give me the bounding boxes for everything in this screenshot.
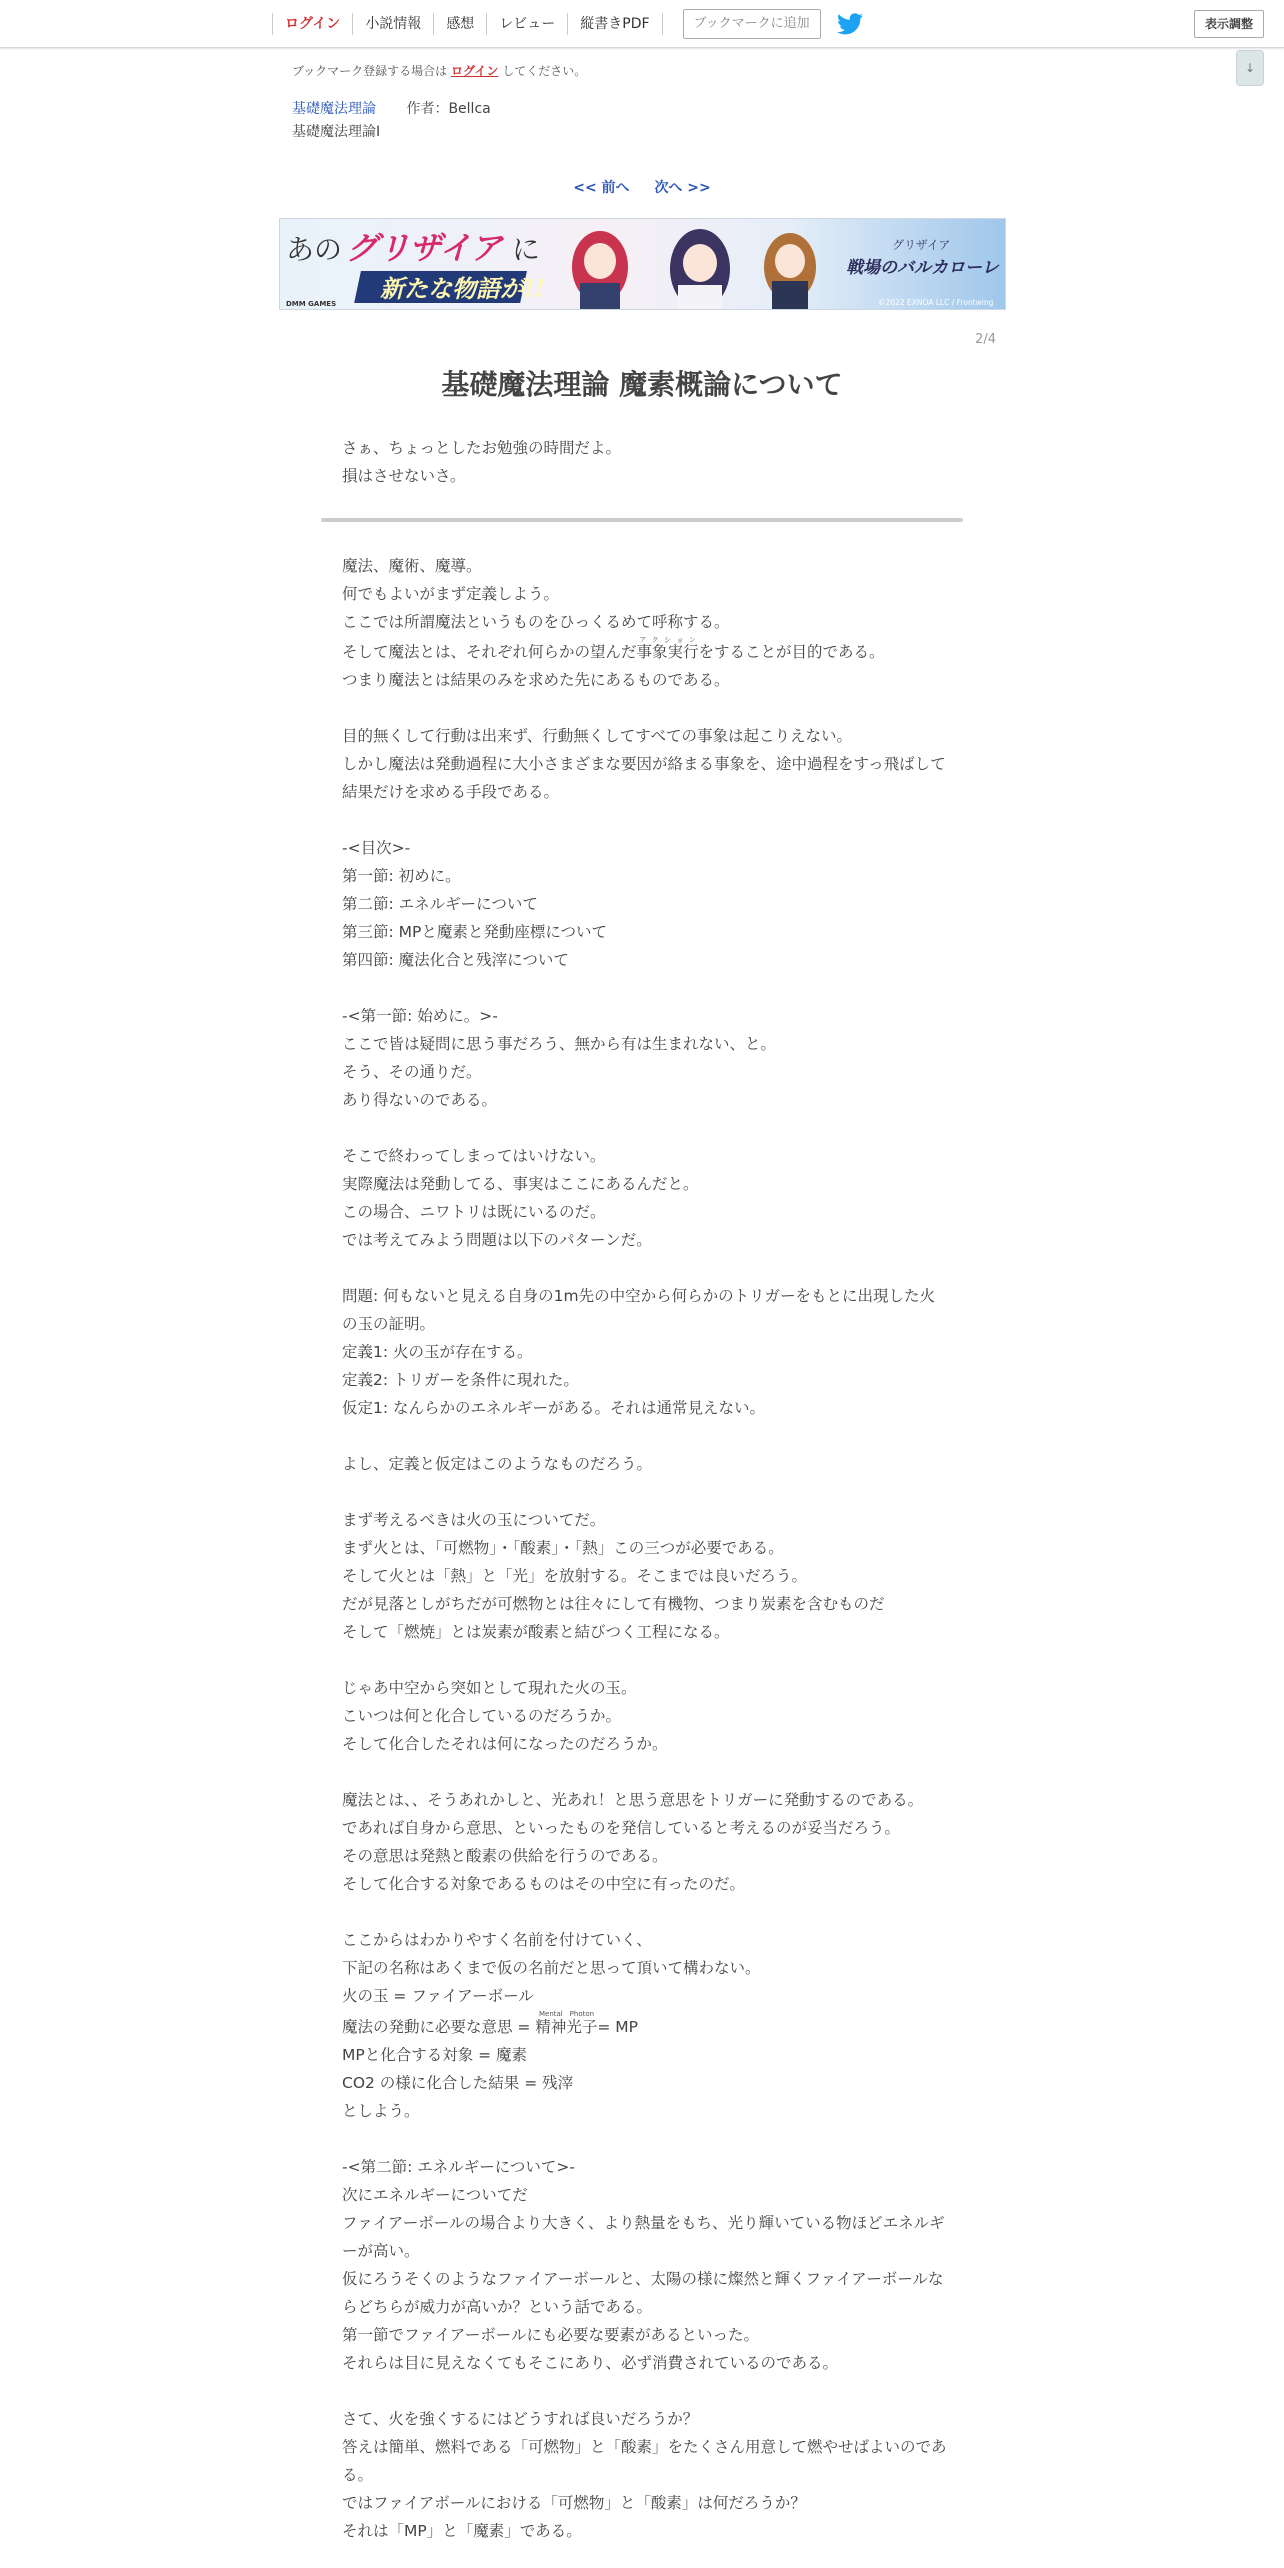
bookmark-login-note <box>292 62 586 79</box>
body-text: 魔法の発動に必要な意思 = <box>342 2018 536 2036</box>
next-chapter-link[interactable]: 次へ >> <box>654 180 711 196</box>
body-line: 魔法、魔術、魔導。 <box>342 557 482 575</box>
body-line <box>342 1898 950 1926</box>
banner-maker: DMM GAMES <box>286 300 337 308</box>
body-line: よし、定義と仮定はこのようなものだろう。 <box>342 1455 653 1473</box>
body-line: まず火とは、「可燃物」・「酸素」・「熱」この三つが必要である。 <box>342 1539 784 1557</box>
nav-login-link[interactable]: ログイン <box>272 13 352 35</box>
ad-banner[interactable] <box>279 218 1006 310</box>
ruby-mental: 精神Mental <box>535 2010 567 2036</box>
body-line: -<第二節: エネルギーについて>- <box>342 2158 576 2176</box>
body-line: しかし魔法は発動過程に大小さまざまな要因が絡まる事象を、途中過程をすっ飛ばして結果だけを求める手段である。 <box>342 755 946 801</box>
display-settings-button[interactable]: 表示調整 <box>1194 10 1264 38</box>
body-line <box>342 974 950 1002</box>
body-line: 魔法とは、、そうあれかしと、光あれ！と思う意思をトリガーに発動するのである。 <box>342 1791 924 1809</box>
nav-review-link[interactable]: レビュー <box>486 13 567 35</box>
body-line: 第四節: 魔法化合と残滓について <box>342 951 569 969</box>
body-line <box>342 1422 950 1450</box>
body-line: あり得ないのである。 <box>342 1091 498 1109</box>
body-line: そして化合したそれは何になったのだろうか。 <box>342 1735 668 1753</box>
body-line: 何でもよいがまず定義しよう。 <box>342 585 560 603</box>
banner-text-grisaia: グリザイア <box>346 229 503 267</box>
banner-text-new-story: 新たな物語が!! <box>380 274 546 303</box>
nav-novel-info-link[interactable]: 小説情報 <box>352 13 433 35</box>
body-line: ではファイアボールにおける「可燃物」と「酸素」は何だろうか？ <box>342 2494 806 2512</box>
body-line: それらは目に見えなくてもそこにあり、必ず消費されているのである。 <box>342 2354 839 2372</box>
body-line: 定義2: トリガーを条件に現れた。 <box>342 1371 579 1389</box>
body-line: CO2 の様に化合した結果 = 残滓 <box>342 2074 574 2092</box>
body-line: その意思は発熱と酸素の供給を行うのである。 <box>342 1847 668 1865</box>
body-line: そう、その通りだ。 <box>342 1063 482 1081</box>
add-bookmark-button[interactable]: ブックマークに追加 <box>683 9 821 39</box>
body-line: -<目次>- <box>342 839 411 857</box>
body-line <box>342 2010 950 2041</box>
body-line: 下記の名称はあくまで仮の名前だと思って頂いて構わない。 <box>342 1959 761 1977</box>
login-note-link[interactable]: ログイン <box>451 64 499 78</box>
body-line: じゃあ中空から突如として現れた火の玉。 <box>342 1679 637 1697</box>
body-line: 第三節: MPと魔素と発動座標について <box>342 923 608 941</box>
body-text: をすることが目的である。 <box>698 643 885 661</box>
body-line: だが見落としがちだが可燃物とは往々にして有機物、つまり炭素を含むものだ <box>342 1595 885 1613</box>
page-count: 2/4 <box>975 332 996 347</box>
body-line: 第一節: 初めに。 <box>342 867 461 885</box>
body-line: 答えは簡単、燃料である「可燃物」と「酸素」をたくさん用意して燃やせばよいのである。 <box>342 2438 947 2484</box>
banner-logo-main: 戦場のバルカローレ <box>846 258 999 278</box>
body-line: つまり魔法とは結果のみを求めた先にあるものである。 <box>342 671 730 689</box>
body-line: MPと化合する対象 = 魔素 <box>342 2046 528 2064</box>
body-line: 仮定1: なんらかのエネルギーがある。それは通常見えない。 <box>342 1399 766 1417</box>
body-line <box>342 1758 950 1786</box>
banner-logo-small: グリザイア <box>892 238 951 252</box>
body-line: ここからはわかりやすく名前を付けていく、 <box>342 1931 652 1949</box>
body-line <box>342 1646 950 1674</box>
body-line <box>342 636 950 666</box>
chapter-preface <box>342 434 942 490</box>
author-name: 作者：Bellca <box>406 101 491 117</box>
ruby-photon: 光子Photon <box>566 2010 598 2036</box>
series-title-link[interactable]: 基礎魔法理論 <box>292 101 376 117</box>
body-line: 定義1: 火の玉が存在する。 <box>342 1343 533 1361</box>
body-line <box>342 694 950 722</box>
preface-line: 損はさせないさ。 <box>342 467 466 485</box>
body-line: であれば自身から意思、といったものを発信していると考えるのが妥当だろう。 <box>342 1819 901 1837</box>
body-line: 目的無くして行動は出来ず、行動無くしてすべての事象は起こりえない。 <box>342 727 852 745</box>
login-note-after: してください。 <box>502 64 587 78</box>
body-line <box>342 2125 950 2153</box>
body-line: 第一節でファイアーボールにも必要な要素があるといった。 <box>342 2326 759 2344</box>
nav-vertical-pdf-link[interactable]: 縦書きPDF <box>567 13 662 35</box>
scroll-down-icon[interactable]: ↓ <box>1236 50 1264 86</box>
body-line: そして「燃焼」とは炭素が酸素と結びつく工程になる。 <box>342 1623 730 1641</box>
banner-copyright: ©2022 EXNOA LLC / Frontwing <box>878 298 994 307</box>
body-line: -<第一節: 始めに。>- <box>342 1007 498 1025</box>
login-note-before: ブックマーク登録する場合は <box>292 64 448 78</box>
body-line: ここでは所謂魔法というものをひっくるめて呼称する。 <box>342 613 730 631</box>
body-line: まず考えるべきは火の玉についてだ。 <box>342 1511 606 1529</box>
body-line: ファイアーボールの場合より大きく、より熱量をもち、光り輝いている物ほどエネルギーが高い。 <box>342 2214 945 2260</box>
body-line: そこで終わってしまってはいけない。 <box>342 1147 606 1165</box>
body-line: さて、火を強くするにはどうすれば良いだろうか？ <box>342 2410 699 2428</box>
series-row <box>292 98 491 118</box>
body-line: 火の玉 = ファイアーボール <box>342 1987 534 2005</box>
chapter-body <box>342 552 950 2545</box>
nav-menu <box>272 0 863 48</box>
body-line <box>342 1114 950 1142</box>
character-2 <box>670 229 730 310</box>
nav-impressions-link[interactable]: 感想 <box>433 13 486 35</box>
body-line <box>342 1254 950 1282</box>
body-line: 問題: 何もないと見える自身の1m先の中空から何らかのトリガーをもとに出現した火の玉の証明。 <box>342 1287 935 1333</box>
body-line <box>342 806 950 834</box>
body-line: この場合、ニワトリは既にいるのだ。 <box>342 1203 606 1221</box>
body-line: 次にエネルギーについてだ <box>342 2186 528 2204</box>
preface-divider <box>321 518 963 522</box>
body-line <box>342 1478 950 1506</box>
body-line: 仮にろうそくのようなファイアーボールと、太陽の様に燦然と輝くファイアーボールならどちらが威力が高いか？という話である。 <box>342 2270 944 2316</box>
top-nav <box>0 0 1284 48</box>
character-1 <box>572 231 628 310</box>
prev-chapter-link[interactable]: << 前へ <box>573 180 630 196</box>
preface-line: さぁ、ちょっとしたお勉強の時間だよ。 <box>342 439 622 457</box>
banner-art <box>280 219 1006 310</box>
chapter-pager <box>0 177 1284 197</box>
body-line: それは「MP」と「魔素」である。 <box>342 2522 582 2540</box>
body-text: そして魔法とは、それぞれ何らかの望んだ <box>342 643 637 661</box>
body-text: = MP <box>597 2018 639 2036</box>
twitter-icon[interactable] <box>837 13 863 35</box>
body-line: 実際魔法は発動してる、事実はここにあるんだと。 <box>342 1175 699 1193</box>
ruby-action: 事象実行アクション <box>636 636 699 661</box>
banner-text-ano: あの <box>286 233 343 266</box>
banner-text-ni: に <box>512 233 541 266</box>
character-3 <box>764 233 816 310</box>
body-line: としよう。 <box>342 2102 420 2120</box>
chapter-title: 基礎魔法理論 魔素概論について <box>441 368 843 401</box>
chapter-subtitle: 基礎魔法理論Ⅰ <box>292 124 381 140</box>
body-line: では考えてみよう問題は以下のパターンだ。 <box>342 1231 652 1249</box>
body-line: 第二節: エネルギーについて <box>342 895 538 913</box>
body-line <box>342 2377 950 2405</box>
body-line: そして化合する対象であるものはその中空に有ったのだ。 <box>342 1875 746 1893</box>
body-line: ここで皆は疑問に思う事だろう、無から有は生まれない、と。 <box>342 1035 777 1053</box>
body-line: そして火とは「熱」と「光」を放射する。そこまでは良いだろう。 <box>342 1567 808 1585</box>
body-line: こいつは何と化合しているのだろうか。 <box>342 1707 622 1725</box>
